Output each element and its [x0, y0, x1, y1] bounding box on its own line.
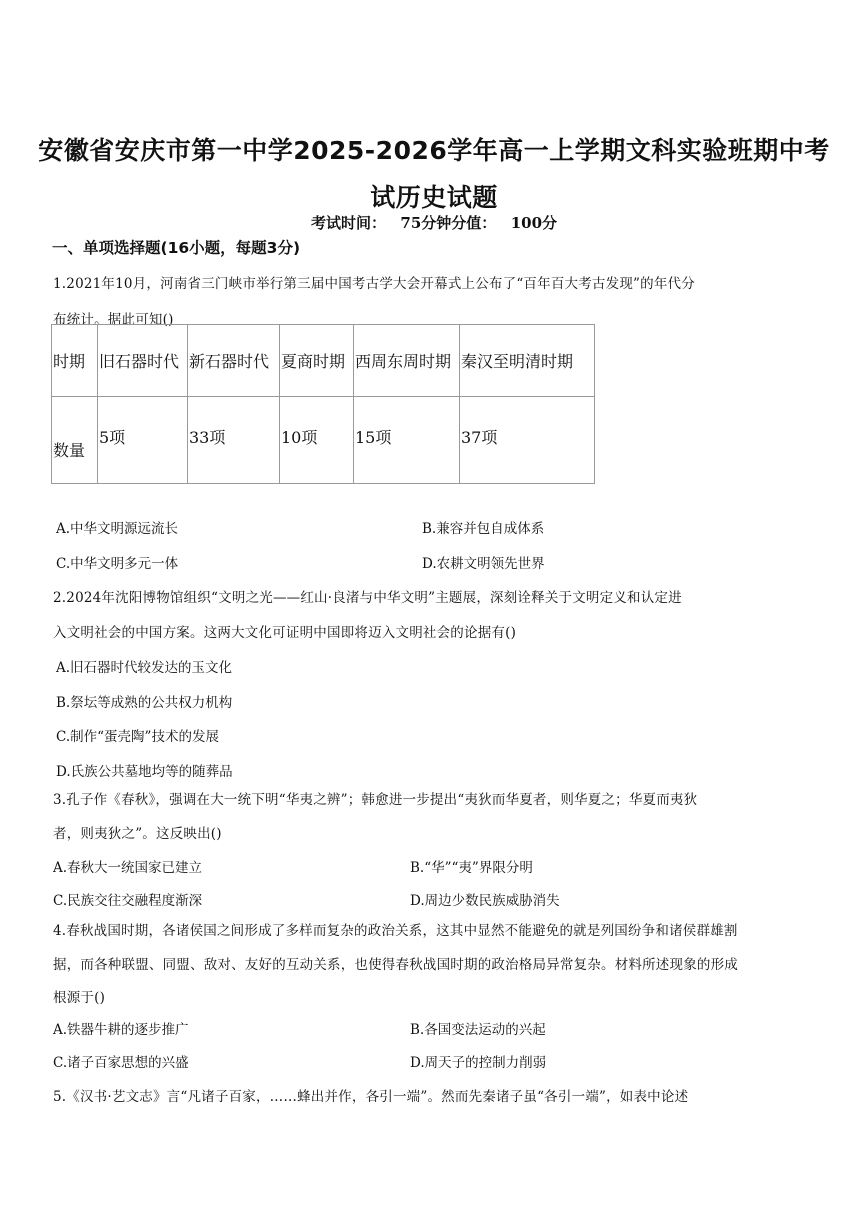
table-cell: 37项 — [460, 397, 595, 484]
table-cell: 5项 — [98, 397, 188, 484]
table-header-cell: 旧石器时代 — [98, 325, 188, 397]
q4-option-c: C.诸子百家思想的兴盛 — [53, 1055, 189, 1071]
table-row — [52, 325, 595, 397]
q1-option-a: A.中华文明源远流长 — [56, 521, 179, 537]
table-cell: 33项 — [188, 397, 280, 484]
q2-option-b: B.祭坛等成熟的公共权力机构 — [56, 695, 233, 711]
exam-meta — [0, 212, 868, 233]
q4-stem-line3: 根源于() — [53, 990, 106, 1006]
q3-option-a: A.春秋大一统国家已建立 — [53, 860, 203, 876]
table-cell: 15项 — [354, 397, 460, 484]
q5-stem-line1: 5.《汉书·艺文志》言“凡诸子百家，……蜂出并作，各引一端”。然而先秦诸子虽“各引一端”，如表中论述 — [53, 1089, 689, 1105]
q1-option-b: B.兼容并包自成体系 — [422, 521, 545, 537]
table-header-cell: 西周东周时期 — [354, 325, 460, 397]
table-header-cell: 时期 — [52, 325, 98, 397]
q3-option-c: C.民族交往交融程度渐深 — [53, 893, 203, 909]
table-row — [52, 397, 595, 484]
q4-option-b: B.各国变法运动的兴起 — [410, 1022, 546, 1038]
q4-stem-line1: 4.春秋战国时期，各诸侯国之间形成了多样而复杂的政治关系，这其中显然不能避免的就是列国纷争和诸侯群雄割 — [53, 923, 738, 939]
exam-title-line2: 试历史试题 — [370, 183, 498, 212]
q2-option-a: A.旧石器时代较发达的玉文化 — [56, 660, 233, 676]
q2-stem-line2: 入文明社会的中国方案。这两大文化可证明中国即将迈入文明社会的论据有() — [53, 625, 517, 641]
q3-option-b: B.“华”“夷”界限分明 — [410, 860, 533, 876]
q2-stem-line1: 2.2024年沈阳博物馆组织“文明之光——红山·良渚与中华文明”主题展，深刻诠释关于文明定义和认定进 — [53, 590, 682, 606]
q1-table — [51, 324, 595, 484]
q4-option-d: D.周天子的控制力削弱 — [410, 1055, 547, 1071]
q1-option-d: D.农耕文明领先世界 — [422, 556, 545, 572]
q1-stem-line2: 布统计。据此可知() — [53, 312, 174, 328]
q1-stem-line1: 1.2021年10月，河南省三门峡市举行第三届中国考古学大会开幕式上公布了“百年百大考古发现”的年代分 — [53, 276, 695, 292]
q1-option-c: C.中华文明多元一体 — [56, 556, 179, 572]
table-cell: 数量 — [52, 397, 98, 484]
q3-option-d: D.周边少数民族威胁消失 — [410, 893, 560, 909]
table-cell: 10项 — [280, 397, 354, 484]
table-header-cell: 新石器时代 — [188, 325, 280, 397]
exam-title-line1: 安徽省安庆市第一中学2025-2026学年高一上学期文科实验班期中考 — [38, 136, 830, 165]
q3-stem-line2: 者，则夷狄之”。这反映出() — [53, 826, 222, 842]
table-header-cell: 秦汉至明清时期 — [460, 325, 595, 397]
table-header-cell: 夏商时期 — [280, 325, 354, 397]
exam-time: 考试时间： 75分钟 — [310, 214, 452, 232]
exam-score: 分值： 100分 — [451, 214, 558, 232]
q4-stem-line2: 据，而各种联盟、同盟、敌对、友好的互动关系，也使得春秋战国时期的政治格局异常复杂。材料所述现象的形成 — [53, 957, 738, 973]
q4-option-a: A.铁器牛耕的逐步推广 — [53, 1022, 189, 1038]
q2-option-c: C.制作“蛋壳陶”技术的发展 — [56, 729, 219, 745]
q3-stem-line1: 3.孔子作《春秋》，强调在大一统下明“华夷之辨”；韩愈进一步提出“夷狄而华夏者，则华夏之；华夏而夷狄 — [53, 792, 698, 808]
q2-option-d: D.氏族公共墓地均等的随葬品 — [56, 764, 233, 780]
section-heading: 一、单项选择题(16小题，每题3分) — [52, 239, 301, 257]
